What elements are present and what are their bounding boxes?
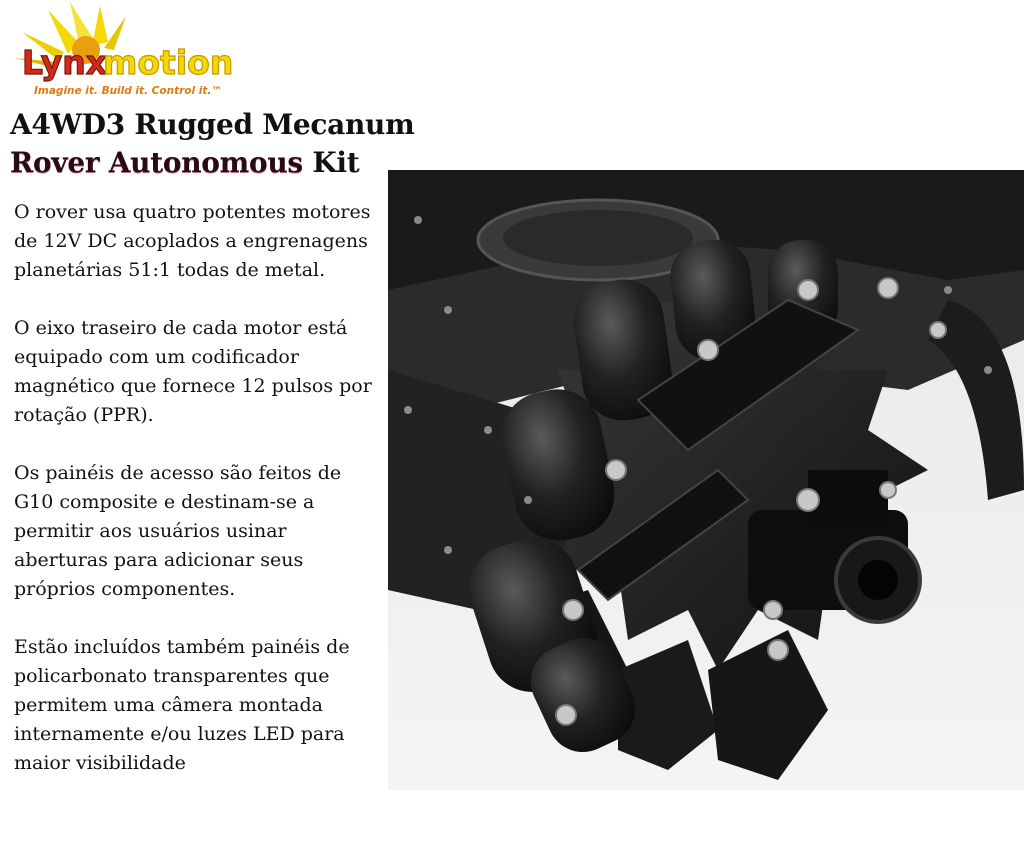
title-line-1: A4WD3 Rugged Mecanum — [10, 108, 415, 141]
svg-text:Lynx: Lynx — [22, 43, 108, 82]
title-highlight: Rover Autonomous — [10, 146, 303, 179]
paragraph-encoder: O eixo traseiro de cada motor está equipado com um codificador magnético que fornece 12 pulsos por rotação (PPR). — [14, 317, 372, 426]
paragraph-polycarbonate: Estão incluídos também painéis de policarbonato transparentes que permitem uma câmera montada internamente e/ou luzes LED para maior visibilidade — [14, 636, 350, 774]
lynxmotion-logo — [8, 2, 244, 98]
page-title — [10, 106, 440, 182]
paragraph-motors: O rover usa quatro potentes motores de 12V DC acoplados a engrenagens planetárias 51:1 todas de metal. — [14, 201, 371, 281]
title-line-2-rest: Kit — [302, 146, 360, 179]
paragraph-access-panels: Os painéis de acesso são feitos de G10 composite e destinam-se a permitir aos usuários usinar aberturas para adicionar seus próprios componentes. — [14, 462, 342, 600]
description — [14, 198, 386, 807]
svg-text:motion: motion — [103, 43, 234, 82]
mecanum-wheel-photo — [388, 170, 1024, 790]
logo-tagline: Imagine it. Build it. Control it.™ — [34, 85, 222, 97]
